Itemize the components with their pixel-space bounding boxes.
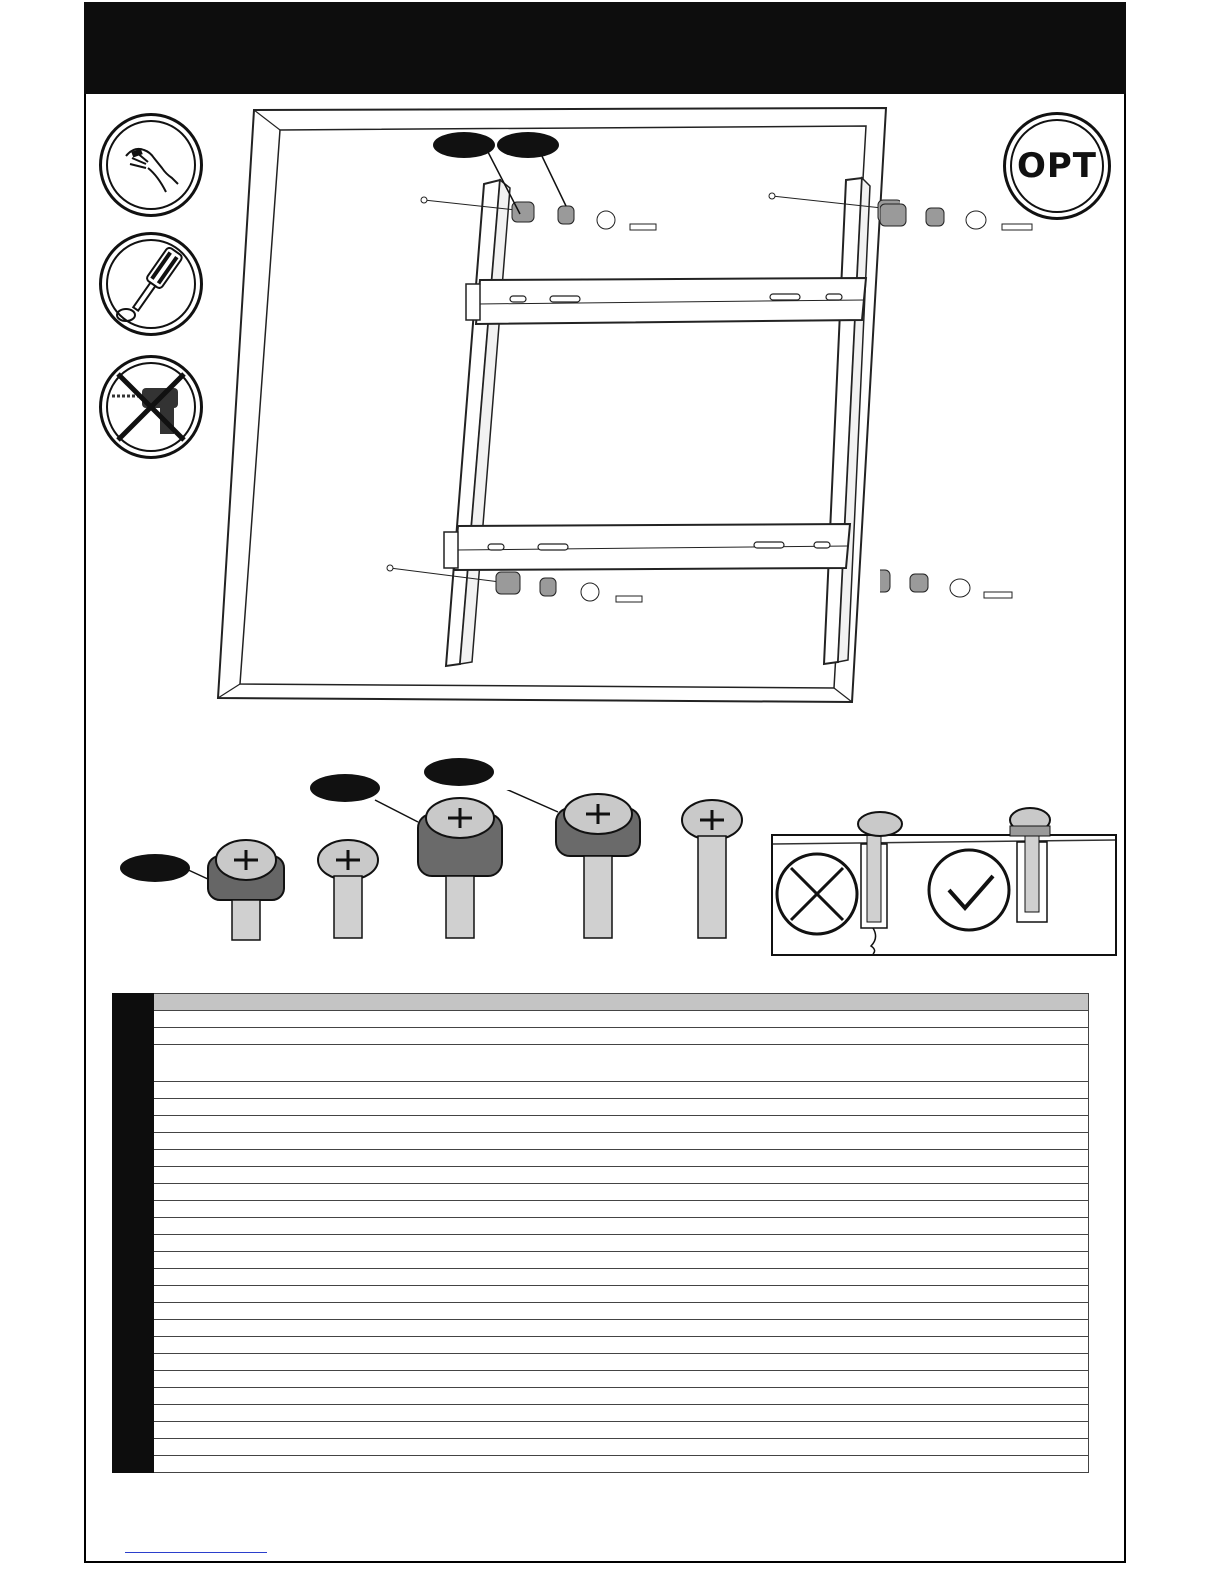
table-row-num xyxy=(113,1320,154,1337)
table-row-num xyxy=(113,1439,154,1456)
header-bar xyxy=(84,2,1126,94)
callout-top-leaders xyxy=(480,150,580,220)
table-row-desc xyxy=(154,1303,1089,1320)
table-row xyxy=(113,1337,1089,1354)
parts-table xyxy=(112,993,1089,1473)
phillips-screwdriver-icon xyxy=(99,232,203,336)
table-row-desc xyxy=(154,1116,1089,1133)
table-row-num xyxy=(113,1303,154,1320)
parts-table-header-desc xyxy=(154,994,1089,1011)
table-row xyxy=(113,1252,1089,1269)
table-row-desc xyxy=(154,1201,1089,1218)
screw-with-spacer-medium xyxy=(556,794,640,938)
table-row-num xyxy=(113,1218,154,1235)
table-row-num xyxy=(113,1133,154,1150)
table-row-num xyxy=(113,1150,154,1167)
table-row-desc xyxy=(154,1235,1089,1252)
table-row-desc xyxy=(154,1252,1089,1269)
parts-table-header-num xyxy=(113,994,154,1011)
right-hardware-stacks xyxy=(880,196,1040,616)
screw-plain-short xyxy=(318,840,378,938)
table-row-num xyxy=(113,1184,154,1201)
table-row xyxy=(113,1116,1089,1133)
table-row xyxy=(113,1184,1089,1201)
table-row-num xyxy=(113,1167,154,1184)
footer-link[interactable] xyxy=(125,1552,267,1553)
table-row xyxy=(113,1354,1089,1371)
table-row-desc xyxy=(154,1354,1089,1371)
table-row xyxy=(113,1422,1089,1439)
hand-tighten-icon xyxy=(99,113,203,217)
table-row xyxy=(113,1286,1089,1303)
table-row xyxy=(113,1150,1089,1167)
table-row-num xyxy=(113,1028,154,1045)
check-mark-icon xyxy=(929,850,1009,930)
table-row-desc xyxy=(154,1422,1089,1439)
table-row-desc xyxy=(154,1388,1089,1405)
table-row-desc xyxy=(154,1269,1089,1286)
table-row xyxy=(113,1456,1089,1473)
table-row-desc xyxy=(154,1405,1089,1422)
table-row xyxy=(113,1320,1089,1337)
table-row xyxy=(113,1269,1089,1286)
no-power-drill-icon xyxy=(99,355,203,459)
parts-table-header-row xyxy=(113,994,1089,1011)
table-row-desc xyxy=(154,1218,1089,1235)
table-row xyxy=(113,1201,1089,1218)
table-row-desc xyxy=(154,1286,1089,1303)
table-row xyxy=(113,1405,1089,1422)
table-row-num xyxy=(113,1235,154,1252)
table-row xyxy=(113,1235,1089,1252)
table-row-desc xyxy=(154,1150,1089,1167)
table-row xyxy=(113,1439,1089,1456)
table-row-num xyxy=(113,1405,154,1422)
table-row xyxy=(113,1099,1089,1116)
callout-bottom-3 xyxy=(424,758,494,786)
screw-with-spacer-large xyxy=(418,798,502,938)
table-row-num xyxy=(113,1388,154,1405)
table-row-num xyxy=(113,1354,154,1371)
table-row-num xyxy=(113,1371,154,1388)
table-row-desc xyxy=(154,1371,1089,1388)
screw-with-spacer-small xyxy=(208,840,284,940)
table-row-num xyxy=(113,1422,154,1439)
table-row-desc xyxy=(154,1320,1089,1337)
table-row-num xyxy=(113,1269,154,1286)
table-row-desc xyxy=(154,1184,1089,1201)
table-row-num xyxy=(113,1116,154,1133)
table-row-num xyxy=(113,1456,154,1473)
comparison-screw-heads xyxy=(850,806,1060,846)
table-row-num xyxy=(113,1011,154,1028)
table-row-desc xyxy=(154,1167,1089,1184)
callout-bottom-3-label xyxy=(424,758,494,786)
table-row xyxy=(113,1011,1089,1028)
table-row-num xyxy=(113,1099,154,1116)
table-row-desc xyxy=(154,1099,1089,1116)
table-row xyxy=(113,1167,1089,1184)
table-row xyxy=(113,1388,1089,1405)
table-row-num xyxy=(113,1337,154,1354)
table-row-desc xyxy=(154,1082,1089,1099)
hardware-screws-illustration xyxy=(180,790,760,950)
table-row-desc xyxy=(154,1439,1089,1456)
opt-label: OPT xyxy=(1016,146,1097,186)
table-row-num xyxy=(113,1252,154,1269)
table-row-desc xyxy=(154,1028,1089,1045)
table-row-desc xyxy=(154,1456,1089,1473)
table-row xyxy=(113,1082,1089,1099)
table-row-desc xyxy=(154,1337,1089,1354)
table-row-num xyxy=(113,1286,154,1303)
table-row xyxy=(113,1028,1089,1045)
table-row xyxy=(113,1371,1089,1388)
table-row xyxy=(113,1133,1089,1150)
table-row-num xyxy=(113,1045,154,1082)
table-row-num xyxy=(113,1201,154,1218)
table-row-num xyxy=(113,1082,154,1099)
table-row xyxy=(113,1303,1089,1320)
table-row-desc xyxy=(154,1133,1089,1150)
table-row xyxy=(113,1218,1089,1235)
screw-plain-long xyxy=(682,800,742,938)
screw-depth-comparison xyxy=(771,834,1117,956)
table-row-desc xyxy=(154,1045,1089,1082)
table-row-desc xyxy=(154,1011,1089,1028)
table-row xyxy=(113,1045,1089,1082)
